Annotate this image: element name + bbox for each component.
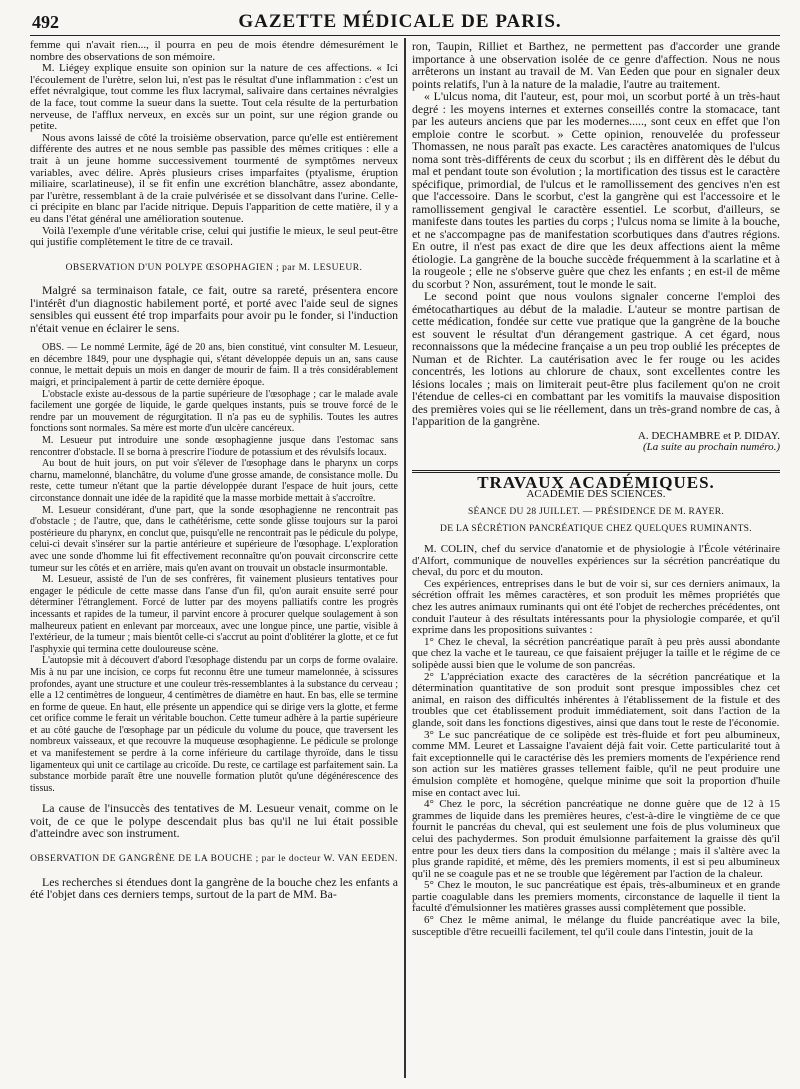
paragraph: Les recherches si étendues dont la gangrène de la bouche chez les enfants a été l'objet dans ces derniers temps, surtout de la part de MM. Ba- [30, 874, 398, 902]
academy-title: ACADÉMIE DES SCIENCES. [526, 488, 666, 501]
subject-heading: DE LA SÉCRÉTION PANCRÉATIQUE CHEZ QUELQUES RUMINANTS. [440, 524, 752, 535]
paragraph: M. COLIN, chef du service d'anatomie et de physiologie à l'École vétérinaire d'Alfort, communique de nouvelles expériences sur la sécrétion pancréatique du cheval, du porc et du mouton. [412, 543, 780, 579]
page-header [0, 0, 800, 34]
paragraph: Voilà l'exemple d'une véritable crise, celui qui justifie le mieux, le seul peut-être qui justifie complètement le titre de ce travail. [30, 224, 398, 249]
paragraph: Ces expériences, entreprises dans le but de voir si, sur ces derniers animaux, la sécrétion offrait les mêmes caractères, et son produit les mêmes propriétés que chez les autres animaux ruminants qui ont été l'objet de recherches précédentes, ont conduit l'auteur à des résultats intéressants pour la physiologie comparée, et qu'il exprime dans les propositions suivantes : [412, 577, 780, 637]
observation-text: M. Lesueur put introduire une sonde œsophagienne jusque dans l'estomac sans rencontrer d'obstacle. Il se borna à prescrire l'iodure de potassium et des révulsifs locaux. [30, 435, 398, 458]
observation-text: OBS. — Le nommé Lermite, âgé de 20 ans, bien constitué, vint consulter M. Lesueur, en décembre 1849, pour une dysphagie qui, s'étant développée depuis un an, sans cause connue, le mettait depuis un mois en danger de mourir de faim. Il a très considérablement maigri, et principalement à partir de cette dernière époque. [30, 342, 398, 389]
paragraph: M. Liégey explique ensuite son opinion sur la nature de ces affections. « Ici l'écoulement de l'urètre, selon lui, n'est pas le résultat d'une inflammation : c'est un effet névralgique, tout comme les flux lacrymal, salivaire dans certaines névralgies de la face, tout comme la sueur dans la suette. Tout cela résulte de la perturbation nerveuse, de l'afflux nerveux, en excès sur un point, sur une région grande ou petite. [30, 62, 398, 133]
section-title-travaux: TRAVAUX ACADÉMIQUES. [477, 472, 715, 492]
paragraph: 1° Chez le cheval, la sécrétion pancréatique paraît à peu près aussi abondante que chez la vache et le taureau, ce que faisaient préjuger la taille et le régime de ce solipède aussi bien que le volume de son pancréas. [412, 635, 780, 671]
paragraph: 6° Chez le même animal, le mélange du fluide pancréatique avec la bile, susceptible d'être recueilli facilement, tel qu'il coule dans l'intestin, jouit de la [412, 914, 780, 938]
column-divider [404, 38, 406, 1078]
right-column [412, 40, 780, 938]
observation-text: M. Lesueur, assisté de l'un de ses confrères, fit vainement plusieurs tentatives pour engager le pédicule de cette masse dans l'anse d'un fil, qu'on aurait ensuite serré pour déterminer l'étranglement. Forcé de lutter par des moyens palliatifs contre les progrès incessants et rapides de la tumeur, il parvint encore à procurer quelque soulagement à son malheureux patient en enlevant par morceaux, avec une longue pince, une partie, visible à l'extérieur, de la tumeur ; mais bientôt celle-ci s'accrut au point d'oblitérer la glotte, et ce fut l'asphyxie qui termina cette douloureuse scène. [30, 574, 398, 655]
page-number: 492 [32, 12, 59, 32]
paragraph: femme qui n'avait rien..., il pourra en peu de mois étendre démesurément le nombre des observations de son mémoire. [30, 39, 398, 63]
author-signature: A. DECHAMBRE et P. DIDAY. [637, 429, 780, 442]
section-heading-polype: OBSERVATION D'UN POLYPE ŒSOPHAGIEN ; par M. LESUEUR. [65, 262, 363, 273]
paragraph: Malgré sa terminaison fatale, ce fait, outre sa rareté, présentera encore l'intérêt d'un diagnostic habilement porté, et porté avec l'aide seul de signes sensibles qui eussent été trop imparfaits pour avoir pu le fonder, si l'induction n'était venue en éclairer le sens. [30, 283, 398, 335]
paragraph: 2° L'appréciation exacte des caractères de la sécrétion pancréatique et la détermination quantitative de son produit sont presque impossibles chez cet animal, en raison des difficultés inhérentes à l'établissement de la fistule et des troubles que cet établissement produit immédiatement, soit dans l'action de la glande, soit dans les fonctions digestives, ainsi que dans tout le reste de l'économie. [412, 670, 780, 729]
paragraph: Le second point que nous voulons signaler concerne l'emploi des émétocathartiques au début de la maladie. L'auteur se montre partisan de cette médication, fondée sur cette vue pratique que la gangrène de la bouche est souvent le résultat d'un dérangement gastrique. A cet égard, nous reconnaissons que la médecine française a un peu trop oublié les préceptes de Numan et de Richter. La cautérisation avec le fer rouge ou les acides concentrés, les lotions au chlorure de chaux, sont excellentes contre les lésions locales ; mais on limiterait peut-être plus facilement qu'on ne croit l'étendue de celles-ci en combattant par les vomitifs la mauvaise disposition des premières voies qui se lie réellement, dans un très-grand nombre de cas, à l'apparition de la gangrène. [412, 289, 780, 428]
observation-text: M. Lesueur considérant, d'une part, que la sonde œsophagienne ne rencontrait pas d'obstacle ; de l'autre, que, dans le cathétérisme, cette sonde glisse toujours sur la paroi postérieure du pharynx, en conclut que, puisqu'elle ne rencontrait pas le pédicule du polype, celui-ci devait s'insérer sur la partie antérieure et supérieure de l'œsophage. L'exploration avec une sonde d'homme lui fit effectivement reconnaître qu'on pouvait circonscrire cette tumeur sur les côtés et en arrière, mais qu'en avant on trouvait un obstacle insurmontable. [30, 504, 398, 574]
section-heading-gangrene: OBSERVATION DE GANGRÈNE DE LA BOUCHE ; par le docteur W. VAN EEDEN. [30, 853, 398, 864]
observation-text: Au bout de huit jours, on put voir s'élever de l'œsophage dans le pharynx un corps charnu, mamelonné, blanchâtre, du volume d'une grosse amande, de consistance molle. Du reste, cette tumeur n'étant que la partie développée durant l'espace de huit jours, cette circonstance donnait une idée de la rapidité que la masse morbide mettait à s'accroître. [30, 458, 398, 504]
paragraph: 5° Chez le mouton, le suc pancréatique est épais, très-albumineux et en grande partie coagulable dans les premiers moments, circonstance de laquelle il tient la faculté d'émulsionner les matières grasses aussi complètement que possible. [412, 879, 780, 915]
paragraph: ron, Taupin, Rilliet et Barthez, ne permettent pas d'accorder une grande importance à une observation isolée de ce genre d'affection. Nous ne nous arrêterons un instant au travail de M. Van Eeden que pour en signaler deux points relatifs, l'un à la nature de la maladie, l'autre au traitement. [412, 39, 780, 91]
continuation-note: (La suite au prochain numéro.) [643, 441, 780, 454]
journal-title: GAZETTE MÉDICALE DE PARIS. [238, 11, 562, 32]
observation-text: L'autopsie mit à découvert d'abord l'œsophage distendu par un corps de forme ovalaire. Mis à nu par une incision, ce corps fut reconnu être une tumeur mamelonnée, à scissures profondes, ayant une structure et une couleur très-ressemblantes à la substance du cerveau ; elle a 12 centimètres de longueur, 4 centimètres de diamètre en haut. En bas, elle se termine en forme de queue. En haut, elle présente un appendice qui se dirige vers la glotte, et ferme cet orifice comme le ferait un véritable bouchon. Cette tumeur adhère à la partie supérieure et au côté gauche de l'œsophage par un pédicule du volume du pouce, que traversent les nombreux vaisseaux, et que recouvre la muqueuse œsophagienne. Le pédicule se prolonge et va manifestement se perdre à la corne inférieure du cartilage thyroïde, dans le tissu ligamenteux qui unit ce cartilage au cricoïde. Du reste, ce cartilage est parfaitement sain. La substance morbide paraît être une nouvelle formation plutôt qu'une dégénérescence des tissus. [30, 655, 398, 794]
paragraph: Nous avons laissé de côté la troisième observation, parce qu'elle est entièrement différente des autres et ne nous semble pas passible des mêmes critiques : elle a trait à un jeune homme successivement tourmenté de symptômes nerveux variables, avec délire. Après plusieurs crises imparfaites (ptyalisme, éruption miliaire, scarlatineuse), il se fit enfin une excrétion blanchâtre, assez abondante, par l'urètre, ressemblant à de la craie pulvérisée et se dissolvant dans l'urine. Celle-ci précipite en blanc par l'acide nitrique. Depuis l'apparition de cette matière, il y a eu dans l'état général une amélioration soutenue. [30, 131, 398, 225]
header-rule [30, 35, 780, 36]
left-column [30, 40, 398, 901]
seance-line: SÉANCE DU 28 JUILLET. — PRÉSIDENCE DE M. RAYER. [467, 506, 725, 517]
paragraph: La cause de l'insuccès des tentatives de M. Lesueur venait, comme on le voit, de ce que le polype descendait plus bas qu'il ne lui était possible d'atteindre avec son instrument. [30, 801, 398, 841]
observation-text: L'obstacle existe au-dessous de la partie supérieure de l'œsophage ; car le malade avale facilement une gorgée de liquide, le garde quelques instants, puis se trouve forcé de le rendre par un mouvement de régurgitation. Il n'a pas eu de syphilis. Toutes les autres fonctions sont normales. Sa mère est morte d'un ulcère cancéreux. [30, 388, 398, 435]
paragraph: 4° Chez le porc, la sécrétion pancréatique ne donne guère que de 12 à 15 grammes de liquide dans les premières heures, c'est-à-dire le vingtième de ce que fournit le pancréas du cheval, qui est seulement une fois de plus volumineux que celui des pachydermes. Son produit émulsionne parfaitement la graisse dès qu'il entre pour les deux tiers dans la composition du mélange ; mais il s'altère avec la plus grande rapidité, et même, dès les premiers moments, il est si peu albumineux qu'il ne se coagule pas et ne se trouble que légèrement par l'action de la chaleur. [412, 798, 780, 880]
paragraph: 3° Le suc pancréatique de ce solipède est très-fluide et fort peu albumineux, comme MM. Leuret et Lassaigne l'avaient déjà fait voir. Cette particularité tout à fait exceptionnelle qui le caractérise dès les premiers moments de l'expérience rend son action sur les matières grasses tellement faible, qu'il ne peut produire une émulsion complète et homogène, quelque minime que soit la proportion d'huile mise en contact avec lui. [412, 728, 780, 799]
paragraph: « L'ulcus noma, dit l'auteur, est, pour moi, un scorbut porté à un très-haut degré : les moyens internes et externes conseillés contre la stomacace, tant par les auteurs anciens que par les modernes....., sont ceux en effet que l'on emploie contre le scorbut. » Cette opinion, renouvelée du professeur Thomassen, ne nous paraît pas exacte. Les caractères anatomiques de l'ulcus noma sont très-différents de ceux du scorbut ; ils en diffèrent dès le début du mal et pendant toute son évolution ; la mortification des tissus est le caractère spécifique, primordial, de l'ulcus et le ramollissement des gencives n'en est que l'accessoire. Dans le scorbut, c'est la gangrène qui est l'accessoire et le ramollissement gengival le caractère essentiel. Le scorbut, d'ailleurs, se manifeste dans toutes les parties du corps ; l'ulcus noma se limite à la bouche, et ne s'accompagne pas de manifestation scorbutiques dans d'autres régions. En outre, il n'est pas exact de dire que les deux affections aient la même étiologie. La gangrène de la bouche succède fréquemment à la scarlatine et à la rougeole ; elle ne s'observe guère que chez les enfants ; en est-il de même du scorbut ? Non, assurément, tout le monde le sait. [412, 89, 780, 291]
